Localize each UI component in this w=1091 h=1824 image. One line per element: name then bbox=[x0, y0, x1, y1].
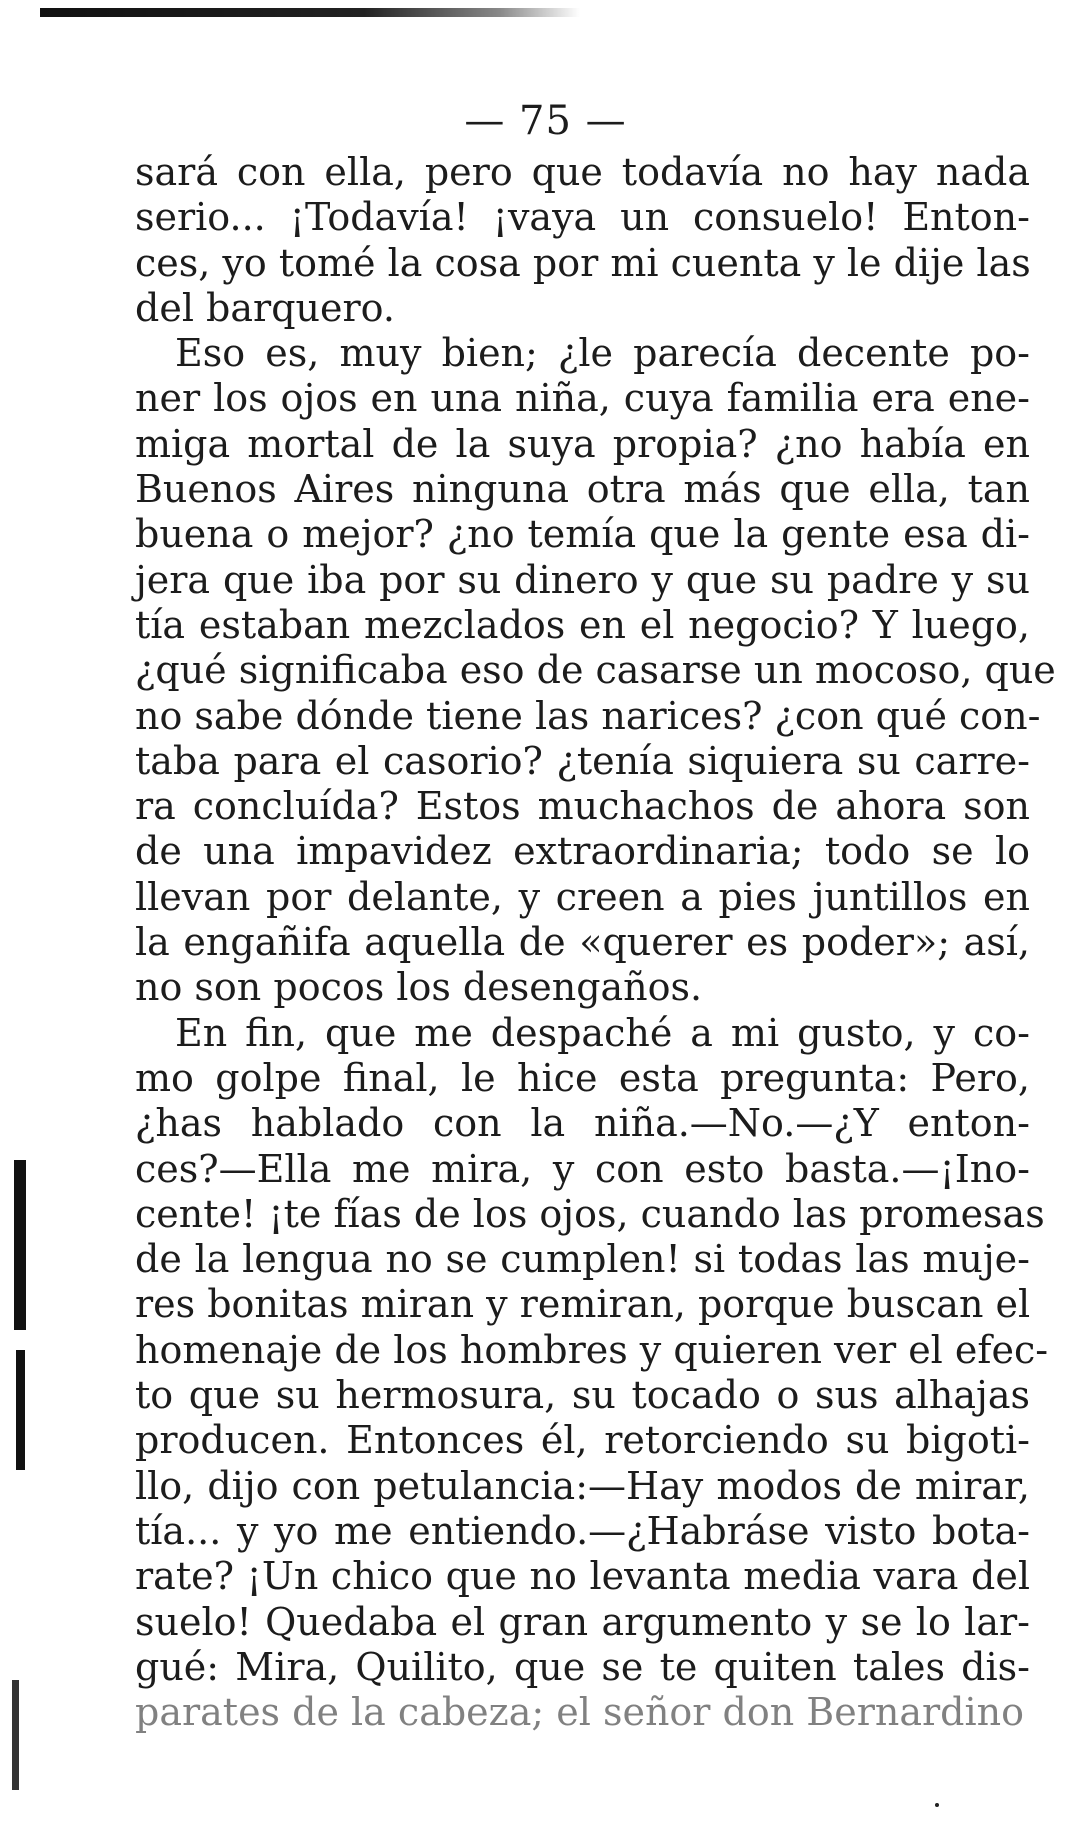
text-line: Eso es, muy bien; ¿le parecía decente po- bbox=[175, 331, 1030, 376]
text-line: homenaje de los hombres y quieren ver el efec- bbox=[135, 1327, 1049, 1372]
text-line: de la lengua no se cumplen! si todas las muje- bbox=[135, 1237, 1030, 1282]
text-line: llevan por delante, y creen a pies juntillos en bbox=[135, 874, 1030, 919]
text-line: ¿has hablado con la niña.—No.—¿Y enton- bbox=[135, 1101, 1030, 1146]
text-line: En fin, que me despaché a mi gusto, y co- bbox=[175, 1010, 1030, 1055]
text-line: no sabe dónde tiene las narices? ¿con qué con- bbox=[135, 693, 1041, 738]
text-line: ces?—Ella me mira, y con esto basta.—¡Ino- bbox=[135, 1146, 1030, 1191]
text-line: tía... y yo me entiendo.—¿Habráse visto bota- bbox=[135, 1508, 1030, 1553]
body-text bbox=[135, 150, 1056, 1735]
binding-edge-mark bbox=[12, 1680, 19, 1790]
text-line: llo, dijo con petulancia:—Hay modos de mirar, bbox=[135, 1463, 1030, 1508]
text-line: producen. Entonces él, retorciendo su bigoti- bbox=[135, 1418, 1030, 1463]
text-line: ¿qué significaba eso de casarse un mocoso, que bbox=[135, 648, 1056, 693]
text-line: no son pocos los desengaños. bbox=[135, 965, 703, 1010]
text-line: del barquero. bbox=[135, 285, 395, 330]
binding-edge-mark bbox=[14, 1160, 26, 1330]
text-line: mo golpe final, le hice esta pregunta: Pero, bbox=[135, 1055, 1030, 1100]
page-number: — 75 — bbox=[464, 98, 627, 144]
text-line: res bonitas miran y remiran, porque buscan el bbox=[135, 1282, 1031, 1327]
text-line: Buenos Aires ninguna otra más que ella, tan bbox=[135, 467, 1030, 512]
text-line: suelo! Quedaba el gran argumento y se lo lar- bbox=[135, 1599, 1030, 1644]
text-line: ra concluída? Estos muchachos de ahora son bbox=[135, 784, 1030, 829]
text-line: cente! ¡te fías de los ojos, cuando las promesas bbox=[135, 1191, 1045, 1236]
text-line: to que su hermosura, su tocado o sus alhajas bbox=[135, 1373, 1030, 1418]
text-line: taba para el casorio? ¿tenía siquiera su carre- bbox=[135, 738, 1030, 783]
text-line: ces, yo tomé la cosa por mi cuenta y le dije las bbox=[135, 240, 1031, 285]
text-line: gué: Mira, Quilito, que se te quiten tales dis- bbox=[135, 1644, 1030, 1689]
text-line: rate? ¡Un chico que no levanta media vara del bbox=[135, 1554, 1030, 1599]
text-line: jera que iba por su dinero y que su padre y su bbox=[135, 557, 1030, 602]
text-line: serio... ¡Todavía! ¡vaya un consuelo! Enton- bbox=[135, 195, 1030, 240]
text-line: tía estaban mezclados en el negocio? Y luego, bbox=[135, 602, 1030, 647]
text-line: miga mortal de la suya propia? ¿no había en bbox=[135, 421, 1030, 466]
text-line: buena o mejor? ¿no temía que la gente esa di- bbox=[135, 512, 1030, 557]
binding-edge-mark bbox=[16, 1350, 25, 1470]
text-line: de una impavidez extraordinaria; todo se lo bbox=[135, 829, 1030, 874]
top-rule bbox=[40, 8, 580, 17]
text-line: parates de la cabeza; el señor don Bernardino bbox=[135, 1690, 1024, 1735]
text-line: sará con ella, pero que todavía no hay nada bbox=[135, 150, 1030, 194]
edge-speck bbox=[935, 1803, 939, 1807]
text-line: ner los ojos en una niña, cuya familia era ene- bbox=[135, 376, 1030, 421]
text-line: la engañifa aquella de «querer es poder»; así, bbox=[135, 920, 1030, 965]
